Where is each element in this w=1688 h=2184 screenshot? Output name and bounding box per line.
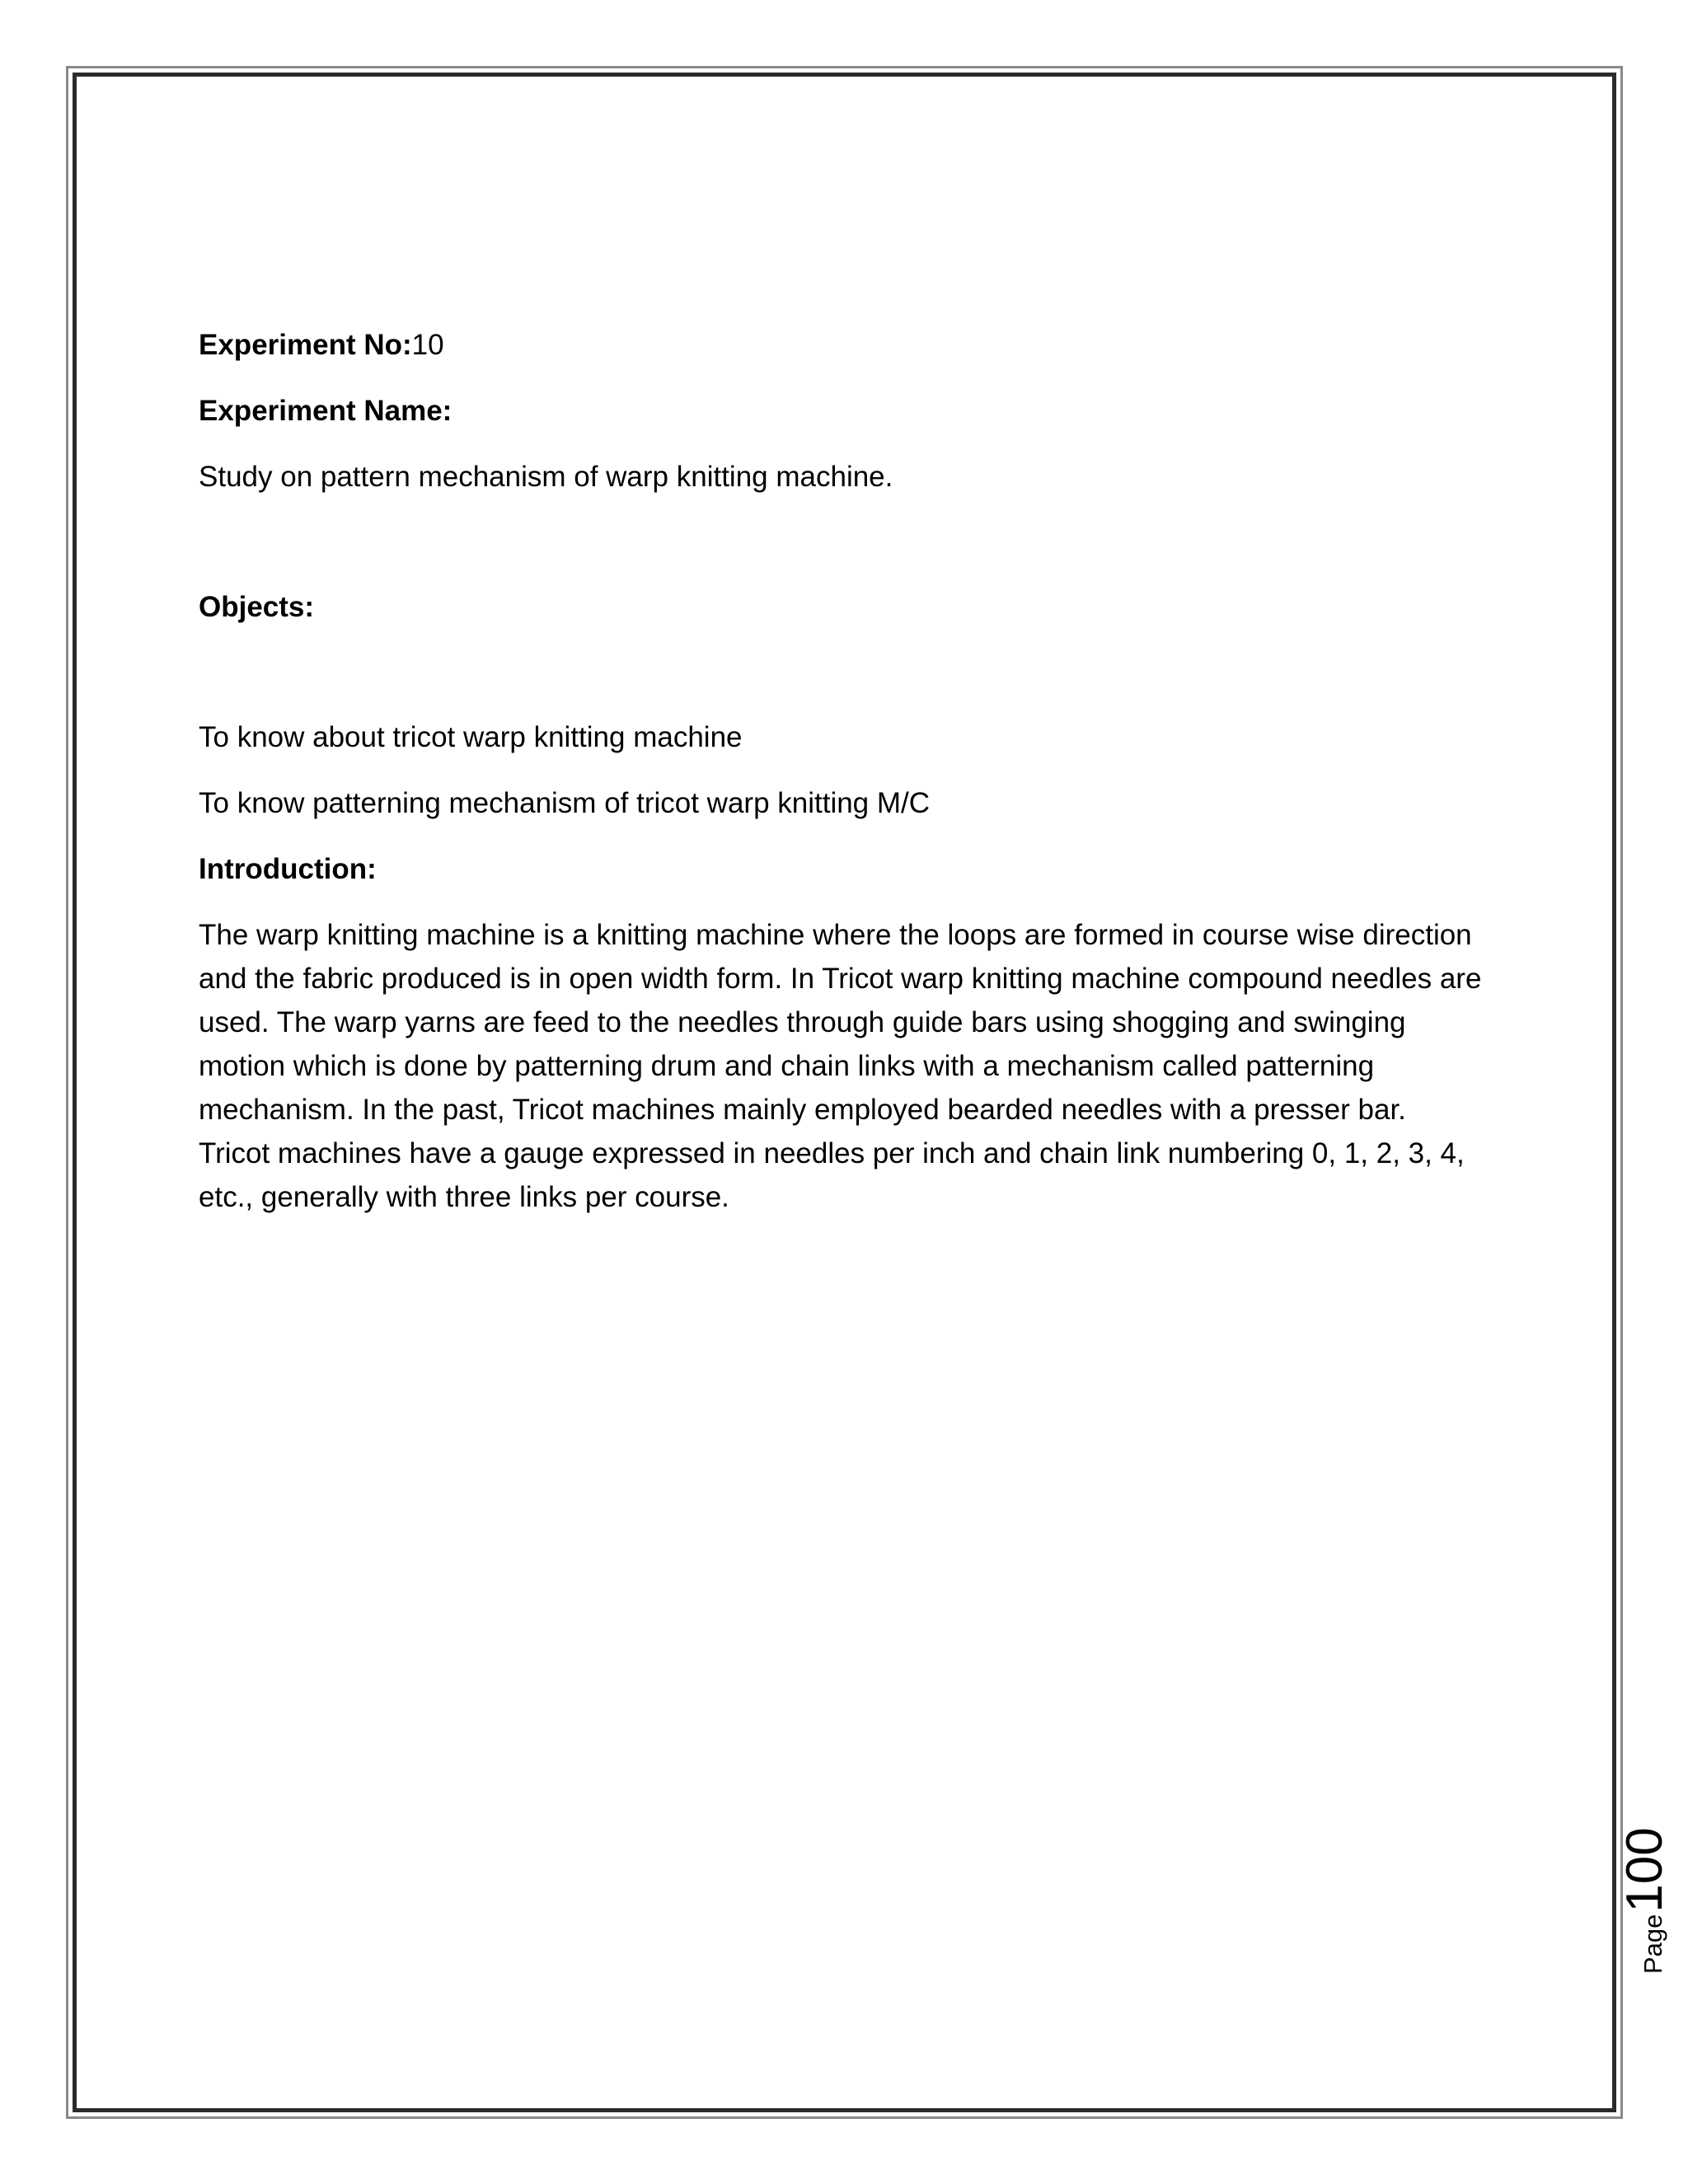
- page-number: [1615, 1827, 1674, 1974]
- experiment-name-value: Study on pattern mechanism of warp knitting machine.: [199, 461, 893, 493]
- experiment-no-value: 10: [411, 329, 444, 361]
- spacer: [199, 891, 1484, 913]
- page-number-value: 100: [1616, 1827, 1673, 1913]
- objects-heading: Objects:: [199, 591, 315, 623]
- spacer: [199, 433, 1484, 455]
- introduction-paragraph: The warp knitting machine is a knitting machine where the loops are formed in course wise direction and the fabric produced is in open width form. In Tricot warp knitting machine compound needles are used. The warp yarns are feed to the needles through guide bars using shogging and swinging motion which is done by patterning drum and chain links with a mechanism called patterning mechanism. In the past, Tricot machines mainly employed bearded needles with a presser bar. Tricot machines have a gauge expressed in needles per inch and chain link numbering 0, 1, 2, 3, 4, etc., generally with three links per course.: [199, 919, 1482, 1213]
- experiment-no-label: Experiment No:: [199, 329, 412, 361]
- objects-item: To know patterning mechanism of tricot warp knitting M/C: [199, 787, 931, 819]
- page-word: Page: [1639, 1914, 1667, 1974]
- spacer: [199, 825, 1484, 847]
- spacer: [199, 367, 1484, 389]
- objects-item: To know about tricot warp knitting machine: [199, 721, 743, 753]
- spacer: [199, 629, 1484, 715]
- spacer: [199, 759, 1484, 781]
- document-body: [199, 323, 1484, 1219]
- introduction-heading: Introduction:: [199, 853, 377, 885]
- experiment-name-label: Experiment Name:: [199, 395, 452, 427]
- spacer: [199, 499, 1484, 585]
- experiment-no-line: [199, 323, 1484, 367]
